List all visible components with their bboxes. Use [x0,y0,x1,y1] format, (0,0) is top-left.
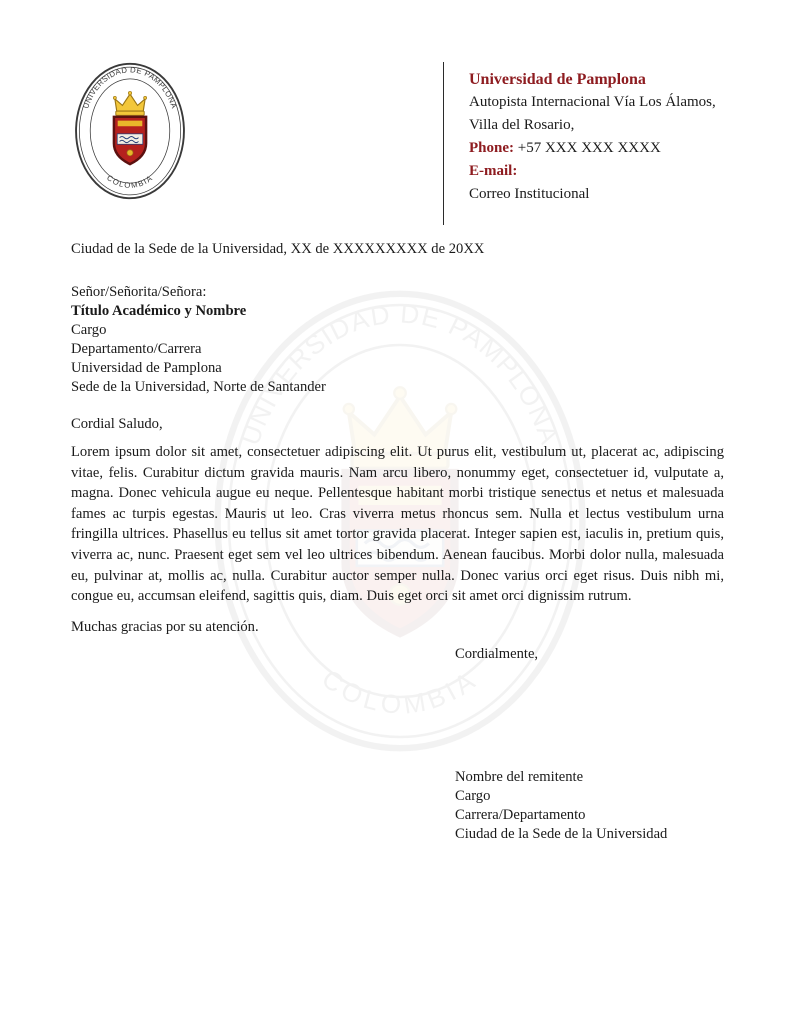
sender-department: Carrera/Departamento [455,806,586,823]
phone-line [469,137,716,160]
phone-value: +57 XXX XXX XXXX [517,140,661,156]
address-line-2: Villa del Rosario, [469,117,575,133]
thanks-line: Muchas gracias por su atención. [71,618,259,635]
closing-line: Cordialmente, [455,646,539,663]
signature-block [455,768,724,844]
recipient-position: Cargo [71,321,107,338]
salutation: Señor/Señorita/Señora: [71,283,207,300]
date-line: Ciudad de la Sede de la Universidad, XX de XXXXXXXXX de 20XX [71,241,485,257]
university-seal [73,60,187,202]
sender-name: Nombre del remitente [455,768,584,785]
email-label: E-mail: [469,163,518,179]
university-name: Universidad de Pamplona [469,71,646,88]
recipient-block [71,283,724,397]
recipient-name: Título Académico y Nombre [71,302,247,319]
phone-label: Phone: [469,140,514,156]
sender-city: Ciudad de la Sede de la Universidad [455,825,668,842]
university-logo [73,60,187,202]
seal-bottom-text: COLOMBIA [105,173,155,191]
recipient-department: Departamento/Carrera [71,340,202,357]
letter-body-container [71,240,724,844]
seal-group [76,64,184,198]
seal-top-text: UNIVERSIDAD DE PAMPLONA [81,65,179,110]
address-line-1: Autopista Internacional Vía Los Álamos, [469,94,716,110]
contact-block [443,62,716,225]
shield-icon [114,117,146,164]
letter-body-text: Lorem ipsum dolor sit amet, consectetuer adipiscing elit. Ut purus elit, vestibulum ut, placerat ac, adipiscing vitae, felis. Curabitur dictum gravida mauris. Nam arcu libero, nonummy eget, consectetuer id, vulputate a, magna. Donec vehicula augue eu neque. Pellentesque habitant morbi tristique senectus et netus et malesuada fames ac turpis egestas. Mauris ut leo. Cras viverra metus rhoncus sem. Nulla et lectus vestibulum urna fringilla ultrices. Phasellus eu tellus sit amet tortor gravida placerat. Integer sapien est, iaculis in, pretium quis, viverra ac, nunc. Praesent eget sem vel leo ultrices bibendum. Aenean faucibus. Morbi dolor nulla, malesuada eu, pulvinar at, mollis ac, nulla. Curabitur auctor semper nulla. Donec varius orci eget risus. Duis nibh mi, congue eu, accumsan eleifend, sagittis quis, diam. Duis eget orci sit amet orci dignissim rutrum. [71,444,724,605]
greeting-line: Cordial Saludo, [71,415,163,432]
recipient-location: Sede de la Universidad, Norte de Santander [71,378,326,395]
email-value: Correo Institucional [469,186,590,202]
sender-position: Cargo [455,787,491,804]
recipient-university: Universidad de Pamplona [71,359,222,376]
